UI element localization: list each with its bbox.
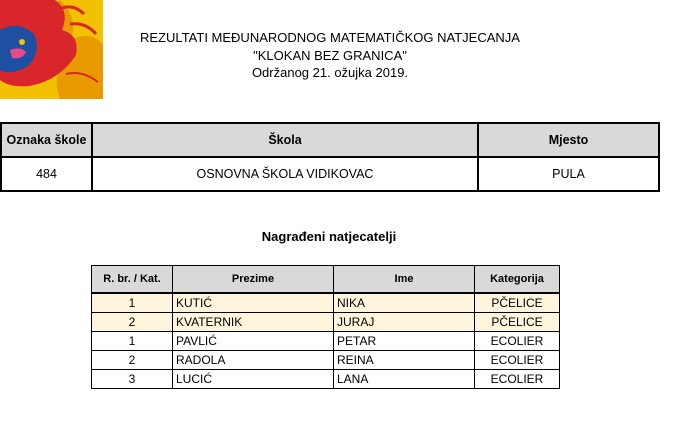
header-category: Kategorija bbox=[475, 266, 560, 294]
category-cell: ECOLIER bbox=[475, 351, 560, 370]
table-row bbox=[92, 293, 560, 313]
table-row bbox=[92, 332, 560, 351]
winners-table-header bbox=[92, 266, 560, 294]
rank-cell: 2 bbox=[92, 351, 173, 370]
surname-cell: LUCIĆ bbox=[173, 370, 334, 389]
header-rank: R. br. / Kat. bbox=[92, 266, 173, 294]
header-surname: Prezime bbox=[173, 266, 334, 294]
school-place: PULA bbox=[478, 157, 659, 191]
surname-cell: KUTIĆ bbox=[173, 293, 334, 313]
name-cell: LANA bbox=[334, 370, 475, 389]
school-table bbox=[0, 122, 660, 192]
category-cell: PČELICE bbox=[475, 313, 560, 332]
category-cell: PČELICE bbox=[475, 293, 560, 313]
rank-cell: 2 bbox=[92, 313, 173, 332]
category-cell: ECOLIER bbox=[475, 332, 560, 351]
header-line-2: "KLOKAN BEZ GRANICA" bbox=[253, 47, 407, 63]
surname-cell: KVATERNIK bbox=[173, 313, 334, 332]
awarded-title: Nagrađeni natjecatelji bbox=[261, 229, 397, 244]
school-code: 484 bbox=[1, 157, 92, 191]
school-table-header bbox=[1, 123, 659, 157]
name-cell: PETAR bbox=[334, 332, 475, 351]
header-place: Mjesto bbox=[478, 123, 659, 157]
winners-table bbox=[91, 265, 560, 389]
rank-cell: 3 bbox=[92, 370, 173, 389]
table-row bbox=[92, 351, 560, 370]
category-cell: ECOLIER bbox=[475, 370, 560, 389]
table-row bbox=[92, 370, 560, 389]
header-school-code: Oznaka škole bbox=[1, 123, 92, 157]
name-cell: JURAJ bbox=[334, 313, 475, 332]
document-header bbox=[110, 29, 550, 82]
school-name: OSNOVNA ŠKOLA VIDIKOVAC bbox=[92, 157, 478, 191]
name-cell: NIKA bbox=[334, 293, 475, 313]
rank-cell: 1 bbox=[92, 332, 173, 351]
header-school-name: Škola bbox=[92, 123, 478, 157]
school-row bbox=[1, 157, 659, 191]
surname-cell: PAVLIĆ bbox=[173, 332, 334, 351]
header-line-3: Održanog 21. ožujka 2019. bbox=[251, 65, 409, 80]
header-line-1: REZULTATI MEĐUNARODNOG MATEMATIČKOG NATJECANJA bbox=[140, 30, 520, 45]
name-cell: REINA bbox=[334, 351, 475, 370]
header-name: Ime bbox=[334, 266, 475, 294]
rank-cell: 1 bbox=[92, 293, 173, 313]
kangaroo-logo bbox=[0, 0, 103, 99]
surname-cell: RADOLA bbox=[173, 351, 334, 370]
table-row bbox=[92, 313, 560, 332]
